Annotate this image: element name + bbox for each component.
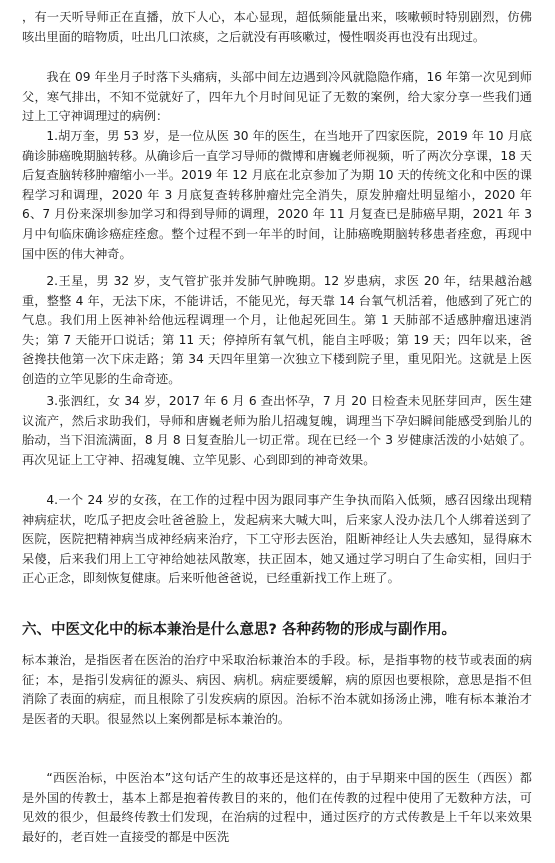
history-paragraph: “西医治标，中医治本”这句话产生的故事还是这样的，由于早期来中国的医生（西医）都是外国的传教士，基本上都是抱着传教目的来的，他们在传教的过程中使用了无数种方法，可见效的很少，但最终传教士们发现，在治病的过程中，通过医疗的方式传教是上千年以来效果最好的，老百姓一直接受的都是中医洗: [22, 771, 532, 844]
author-experience-paragraph: 我在 09 年坐月子时落下头痛病，头部中间左边遇到冷风就隐隐作痛，16 年第一次见到师父，寒气排出，不知不觉就好了，四年九个月时间见证了无数的案例，给大家分享一些我们通过上工守神调理过的病例：: [22, 70, 532, 124]
case-4-paragraph: 4.一个 24 岁的女孩，在工作的过程中因为跟同事产生争执而陷入低频，感召因缘出现精神病症状，吃瓜子把皮会吐爸爸脸上，发起病来大喊大叫，后来家人没办法几个人绑着送到了医院，医院把精神病当成神经病来治疗，下工守形去医治，阻断神经让人失去感知，显得麻木呆傻，后来我们用上工守神给她祛风散寒，扶正固本，她又通过学习明白了生命实相，回归于正心正念，即刻恢复健康。后来听他爸爸说，已经重新找工作上班了。: [22, 493, 532, 586]
case-3-paragraph: 3.张泗红，女 34 岁，2017 年 6 月 6 查出怀孕，7 月 20 日检查未见胚芽回声，医生建议流产，然后求助我们，导师和唐巍老师为胎儿招魂复魄，调理当下孕妇瞬间能感受到胎儿的胎动，当下泪流满面，8 月 8 日复查胎儿一切正常。现在已经一个 3 岁健康活泼的小姑娘了。再次见证上工守神、招魂复魄、立竿见影、心到即到的神奇效果。: [22, 394, 532, 467]
case-1-paragraph: 1.胡万奎，男 53 岁，是一位从医 30 年的医生，在当地开了四家医院，2019 年 10 月底确诊肺癌晚期脑转移。从确诊后一直学习导师的微博和唐巍老师视频，听了两次分享课，18 天后复查脑转移肿瘤缩小一半。2019 年 12 月底在北京参加了为期 10 天的传统文化和中医的课程学习和调理，2020 年 3 月底复查转移肿瘤灶完全消失，原发肿瘤灶明显缩小，2020 年 6、7 月份来深圳参加学习和得到导师的调理，2020 年 11 月复查已是肺癌早期，2021 年 3 月中旬临床确诊癌症痊愈。整个过程不到一年半的时间，让肺癌晚期脑转移患者痊愈，再现中国中医的伟大神奇。: [22, 129, 532, 261]
intro-paragraph-tail: ，有一天听导师正在直播，放下人心，本心显现，超低频能量出来，咳嗽顿时特别剧烈，仿佛咳出里面的暗物质，吐出几口浓痰，之后就没有再咳嗽过，慢性咽炎再也没有出现过。: [22, 10, 532, 44]
case-2-paragraph: 2.王星，男 32 岁，支气管扩张并发肺气肿晚期。12 岁患病，求医 20 年，结果越治越重，整整 4 年，无法下床，不能讲话，不能见光，每天靠 14 台氧气机活着，他感到了死亡的气息。我们用上医神补给他远程调理一个月，让他起死回生。第 1 天肺部不适感肿瘤迅速消失；第 7 天能开口说话；第 11 天；停掉所有氧气机，能自主呼吸；第 19 天；四年以来，爸爸搀扶他第一次下床走路；第 34 天四年里第一次独立下楼到院子里，重见阳光。这就是上医创造的立竿见影的生命奇迹。: [22, 274, 532, 386]
section-heading: 六、中医文化中的标本兼治是什么意思? 各种药物的形成与副作用。: [22, 622, 456, 638]
definition-paragraph: 标本兼治，是指医者在医治的治疗中采取治标兼治本的手段。标，是指事物的枝节或表面的病征；本，是指引发病征的源头、病因、病机。病症要缓解，病的原因也要根除，意思是指不但消除了表面的病症，而且根除了引发疾病的原因。治标不治本就如扬汤止沸，唯有标本兼治才是医者的天职。很显然以上案例都是标本兼治的。: [22, 653, 532, 726]
